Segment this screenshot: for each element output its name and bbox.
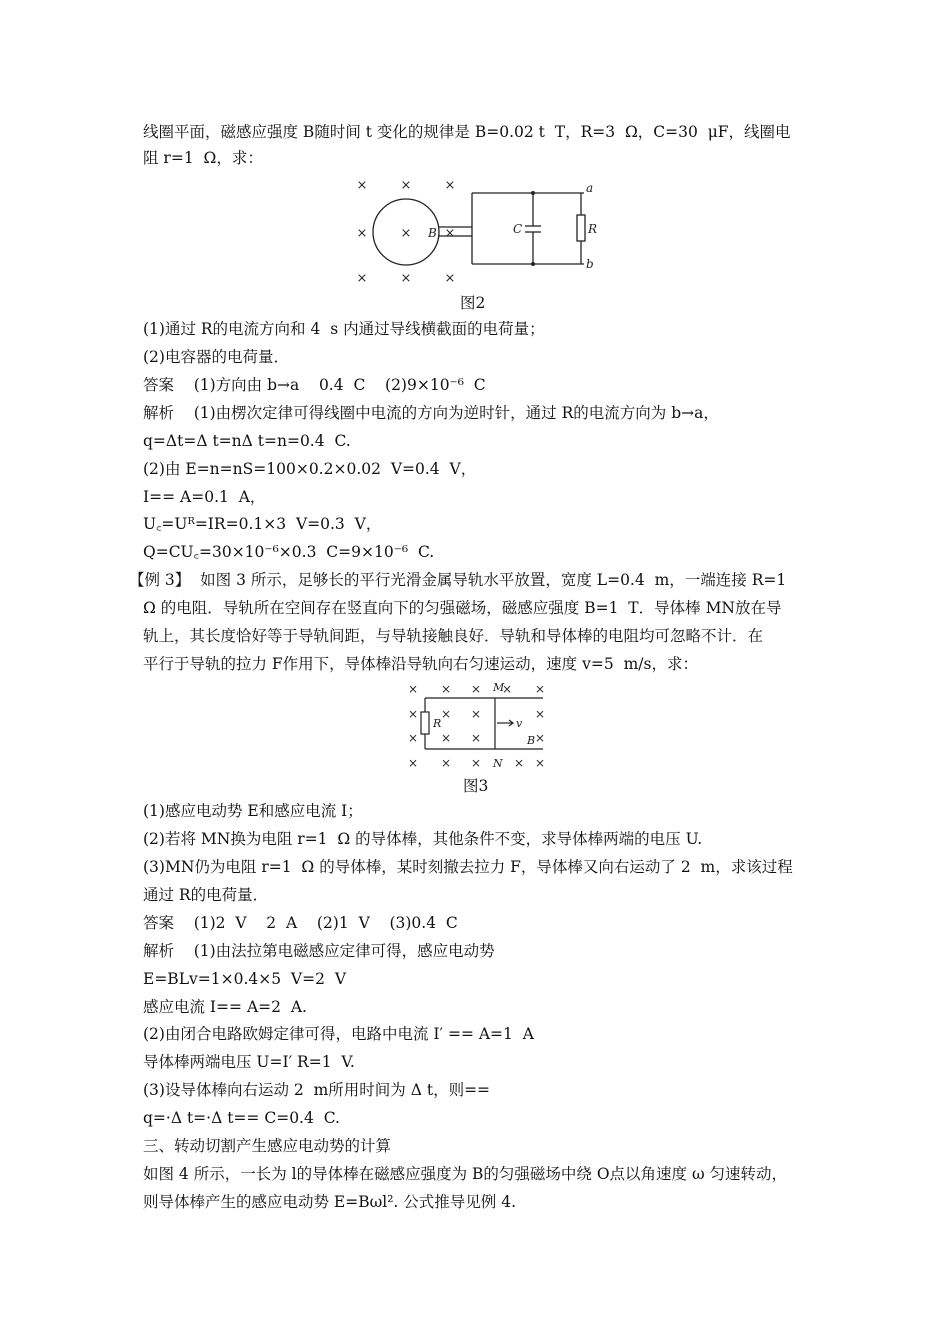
field-cross: × bbox=[444, 226, 456, 241]
text-line: 则导体棒产生的感应电动势 E=Bωl². 公式推导见例 4. bbox=[143, 1193, 517, 1211]
text-line: 通过 R的电荷量． bbox=[143, 886, 269, 904]
field-cross: × bbox=[407, 731, 419, 745]
text-line: (1)通过 R的电流方向和 4 s 内通过导线横截面的电荷量； bbox=[143, 320, 545, 338]
field-cross: × bbox=[407, 707, 419, 721]
field-cross: × bbox=[470, 756, 482, 770]
text-line: 阻 r=1 Ω，求： bbox=[143, 149, 263, 167]
label-R: R bbox=[588, 222, 598, 236]
field-cross: × bbox=[444, 178, 456, 193]
text-line: (2)由闭合电路欧姆定律可得，电路中电流 I′ == A=1 A bbox=[143, 1025, 534, 1043]
text-line: U꜀=Uᴿ=IR=0.1×3 V=0.3 V， bbox=[143, 515, 382, 533]
figure-2-caption: 图2 bbox=[460, 294, 486, 312]
label-a: a bbox=[586, 181, 594, 195]
field-cross: × bbox=[407, 682, 419, 696]
text-line: 平行于导轨的拉力 F作用下，导体棒沿导轨向右匀速运动，速度 v=5 m/s，求： bbox=[143, 655, 698, 673]
field-cross: × bbox=[356, 178, 368, 193]
field-cross: × bbox=[513, 756, 525, 770]
figure-3-caption: 图3 bbox=[463, 777, 489, 795]
text-line: 【例 3】 如图 3 所示，足够长的平行光滑金属导轨水平放置，宽度 L=0.4 m，一端连接 R=1 bbox=[129, 571, 787, 589]
field-cross: × bbox=[440, 707, 452, 721]
text-line: 如图 4 所示，一长为 l的导体棒在磁感应强度为 B的匀强磁场中绕 O点以角速度 ω 匀速转动， bbox=[143, 1165, 788, 1183]
section-heading: 三、转动切割产生感应电动势的计算 bbox=[143, 1137, 392, 1155]
field-cross: × bbox=[470, 682, 482, 696]
text-line: (3)设导体棒向右运动 2 m所用时间为 Δ t，则== bbox=[143, 1081, 491, 1099]
label-v: v bbox=[516, 717, 523, 730]
text-line: 轨上，其长度恰好等于导轨间距，与导轨接触良好．导轨和导体棒的电阻均可忽略不计．在 bbox=[143, 627, 764, 645]
label-C: C bbox=[513, 222, 523, 236]
field-cross: × bbox=[440, 756, 452, 770]
text-line: 答案 (1)2 V 2 A (2)1 V (3)0.4 C bbox=[143, 914, 458, 932]
field-cross: × bbox=[501, 682, 513, 696]
field-cross: × bbox=[400, 226, 412, 241]
text-line: (2)电容器的电荷量． bbox=[143, 348, 289, 366]
text-line: 线圈平面，磁感应强度 B随时间 t 变化的规律是 B=0.02 t T，R=3 Ω，C=30 μF，线圈电 bbox=[143, 123, 791, 141]
field-cross: × bbox=[400, 271, 412, 286]
field-cross: × bbox=[440, 731, 452, 745]
figure-3-rails bbox=[403, 679, 553, 771]
text-line: q=·Δ t=·Δ t== C=0.4 C. bbox=[143, 1109, 340, 1127]
field-cross: × bbox=[356, 226, 368, 241]
text-line: (3)MN仍为电阻 r=1 Ω 的导体棒，某时刻撤去拉力 F，导体棒又向右运动了 2 m，求该过程 bbox=[143, 858, 793, 876]
text-line: 导体棒两端电压 U=I′ R=1 V. bbox=[143, 1053, 355, 1071]
text-line: (2)若将 MN换为电阻 r=1 Ω 的导体棒，其他条件不变，求导体棒两端的电压 U. bbox=[143, 830, 703, 848]
text-line: 解析 (1)由法拉第电磁感应定律可得，感应电动势 bbox=[143, 942, 495, 960]
text-line: (1)感应电动势 E和感应电流 I； bbox=[143, 802, 363, 820]
label-b: b bbox=[586, 257, 594, 271]
field-cross: × bbox=[440, 682, 452, 696]
text-line: 答案 (1)方向由 b→a 0.4 C (2)9×10⁻⁶ C bbox=[143, 376, 486, 394]
field-cross: × bbox=[534, 707, 546, 721]
text-line: E=BLv=1×0.4×5 V=2 V bbox=[143, 970, 347, 988]
text-line: I== A=0.1 A， bbox=[143, 488, 266, 506]
text-line: Ω 的电阻．导轨所在空间存在竖直向下的匀强磁场，磁感应强度 B=1 T．导体棒 MN放在导 bbox=[143, 599, 782, 617]
field-cross: × bbox=[534, 731, 546, 745]
text-line: (2)由 E=n=nS=100×0.2×0.02 V=0.4 V， bbox=[143, 460, 477, 478]
field-cross: × bbox=[444, 271, 456, 286]
field-cross: × bbox=[534, 682, 546, 696]
label-M: M bbox=[493, 681, 505, 694]
field-cross: × bbox=[407, 756, 419, 770]
field-cross: × bbox=[534, 756, 546, 770]
label-R: R bbox=[433, 717, 442, 730]
label-B: B bbox=[428, 226, 437, 240]
field-cross: × bbox=[470, 731, 482, 745]
text-line: 解析 (1)由楞次定律可得线圈中电流的方向为逆时针，通过 R的电流方向为 b→a， bbox=[143, 404, 719, 422]
text-line: q=Δt=Δ t=nΔ t=n=0.4 C. bbox=[143, 432, 351, 450]
field-cross: × bbox=[356, 271, 368, 286]
field-cross: × bbox=[470, 707, 482, 721]
label-N: N bbox=[493, 757, 503, 770]
field-cross: × bbox=[400, 178, 412, 193]
text-line: 感应电流 I== A=2 A. bbox=[143, 998, 307, 1016]
text-line: Q=CU꜀=30×10⁻⁶×0.3 C=9×10⁻⁶ C. bbox=[143, 543, 435, 561]
figure-2-circuit bbox=[348, 172, 648, 290]
label-B: B bbox=[527, 734, 536, 747]
